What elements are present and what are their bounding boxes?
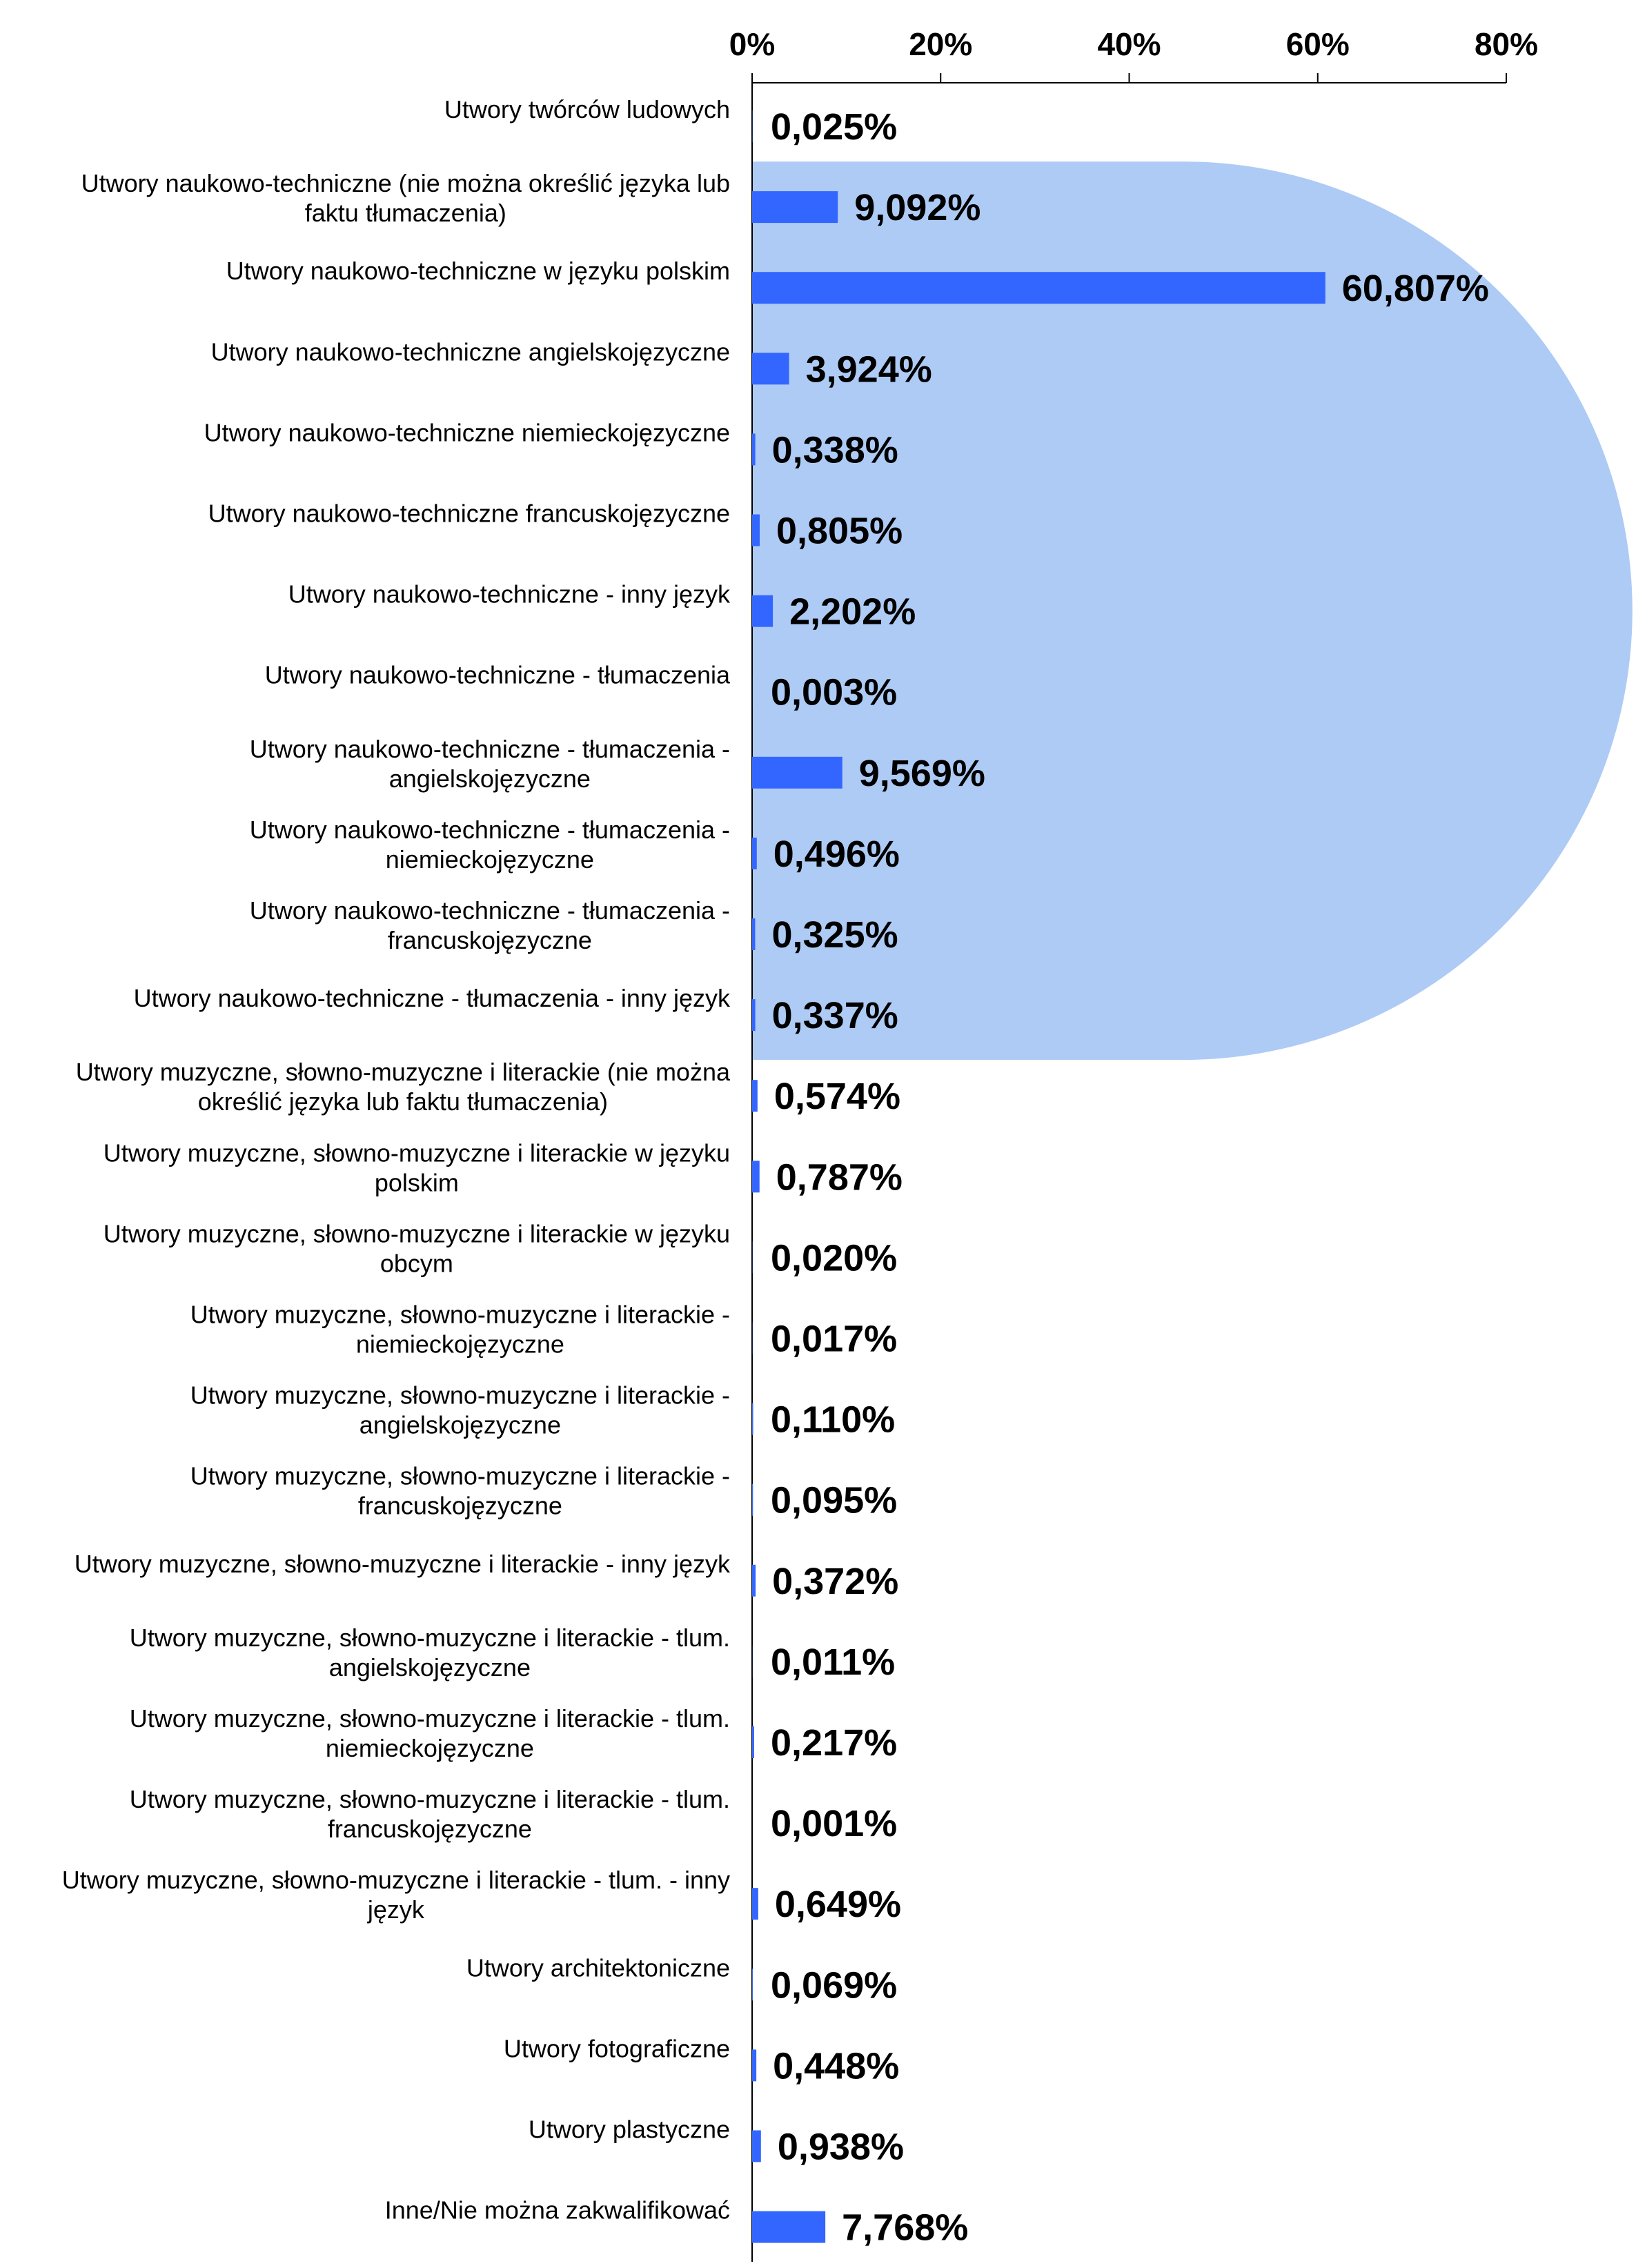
category-label: Utwory naukowo-techniczne - inny język [288,580,730,609]
value-label: 0,001% [771,1803,898,1845]
category-label: Utwory naukowo-techniczne (nie można określić języka lub faktu tłumaczenia) [81,169,730,228]
x-tick-label: 20% [909,26,973,62]
category-labels [62,95,731,2225]
value-label: 60,807% [1341,268,1489,310]
value-label: 0,020% [771,1237,898,1279]
bar [752,1484,753,1516]
category-label: Utwory plastyczne [528,2115,730,2144]
value-label: 0,938% [777,2126,904,2168]
value-label: 0,110% [771,1399,896,1441]
value-label: 0,025% [771,106,898,148]
bar [752,1565,756,1597]
category-label: Utwory naukowo-techniczne - tłumaczenia -niemieckojęzyczne [249,815,730,874]
category-label: Utwory twórców ludowych [444,95,730,124]
x-tick-label: 60% [1285,26,1350,62]
category-label: Utwory naukowo-techniczne niemieckojęzyczne [204,418,730,447]
bar [752,595,773,627]
bar [752,515,760,546]
x-tick-label: 80% [1474,26,1539,62]
bar [752,757,842,789]
value-label: 0,496% [773,833,900,875]
category-label: Utwory muzyczne, słowno-muzyczne i literackie - tlum. angielskojęzyczne [129,1623,730,1682]
value-label: 0,649% [774,1884,902,1926]
category-label: Utwory muzyczne, słowno-muzyczne i literackie -angielskojęzyczne [190,1381,730,1439]
category-label: Utwory naukowo-techniczne - tłumaczenia -francuskojęzyczne [249,896,730,954]
value-label: 0,095% [771,1479,898,1521]
category-label: Utwory muzyczne, słowno-muzyczne i literackie (nie można określić języka lub faktu tłumaczenia) [75,1058,730,1116]
category-label: Utwory muzyczne, słowno-muzyczne i literackie w języku obcym [103,1219,730,1278]
category-label: Utwory naukowo-techniczne w języku polskim [226,257,730,286]
category-label: Utwory muzyczne, słowno-muzyczne i literackie - tlum. francuskojęzyczne [129,1785,730,1844]
category-label: Utwory muzyczne, słowno-muzyczne i literackie -francuskojęzyczne [190,1461,730,1520]
bar [752,2049,756,2081]
value-label: 0,017% [771,1318,898,1360]
bar [752,1403,753,1435]
bar [752,433,756,465]
bar [752,2211,825,2243]
bar [752,1080,758,1112]
bar [752,272,1325,304]
category-label: Utwory muzyczne, słowno-muzyczne i literackie - tlum. - inny język [61,1866,730,1924]
value-label: 0,325% [771,914,898,956]
category-label: Utwory naukowo-techniczne - tłumaczenia [264,660,730,689]
value-label: 9,092% [854,187,981,229]
value-label: 7,768% [842,2207,969,2249]
category-label: Utwory naukowo-techniczne angielskojęzyczne [210,337,730,366]
value-label: 2,202% [789,591,916,633]
value-label: 0,787% [776,1156,903,1199]
value-label: 0,574% [773,1076,900,1118]
value-label: 0,337% [771,995,898,1037]
x-tick-label: 40% [1097,26,1161,62]
category-label: Inne/Nie można zakwalifikować [384,2196,730,2225]
value-label: 0,011% [771,1641,896,1683]
value-label: 0,448% [773,2045,900,2087]
category-label: Utwory muzyczne, słowno-muzyczne i literackie -niemieckojęzyczne [190,1300,730,1359]
value-label: 0,805% [776,510,903,552]
category-label: Utwory muzyczne, słowno-muzyczne i literackie - inny język [74,1549,730,1578]
value-label: 0,338% [771,429,898,471]
bar [752,1726,754,1758]
value-label: 0,003% [771,671,898,713]
x-tick-label: 0% [729,26,776,62]
category-label: Utwory fotograficzne [503,2034,730,2063]
bar [752,918,755,950]
bar [752,1888,758,1920]
category-label: Utwory muzyczne, słowno-muzyczne i literackie w języku polskim [103,1138,730,1197]
value-label: 0,069% [771,1964,898,2006]
value-label: 0,372% [772,1560,899,1602]
bar [752,191,838,223]
bar [752,1969,753,2000]
category-label: Utwory architektoniczne [466,1953,730,1982]
value-label: 3,924% [805,348,932,391]
bar [752,999,756,1031]
category-label: Utwory naukowo-techniczne - tłumaczenia -angielskojęzyczne [249,734,730,793]
bar [752,1161,760,1192]
bar [752,2131,761,2162]
bar [752,353,789,384]
bar [752,838,757,869]
category-label: Utwory naukowo-techniczne francuskojęzyczne [208,499,730,528]
category-label: Utwory muzyczne, słowno-muzyczne i literackie - tlum. niemieckojęzyczne [129,1704,730,1762]
value-label: 0,217% [771,1722,898,1764]
value-label: 9,569% [858,752,985,794]
category-label: Utwory naukowo-techniczne - tłumaczenia - inny język [133,984,730,1013]
